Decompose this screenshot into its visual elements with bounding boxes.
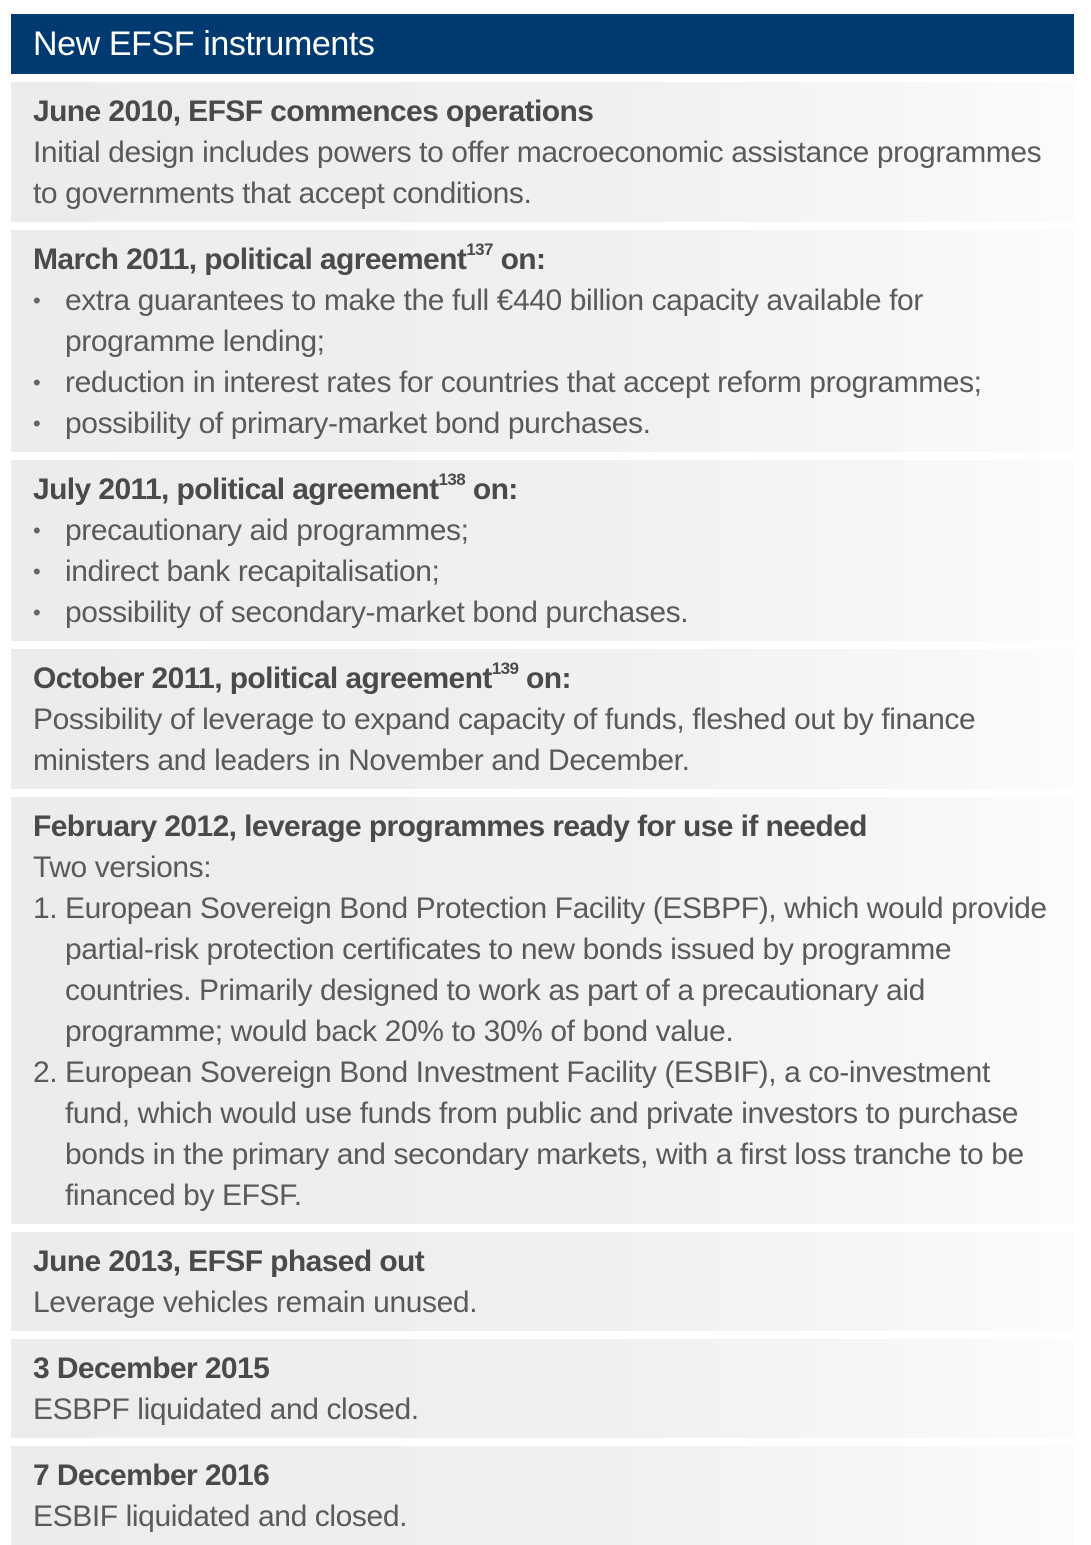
- section-march-2011: [11, 230, 1074, 452]
- section-october-2011: [11, 649, 1074, 789]
- bullet-item: • precautionary aid programmes;: [33, 510, 1052, 551]
- bullet-list: [33, 510, 1052, 633]
- efsf-instruments-box: [11, 14, 1074, 1545]
- section-title-text: July 2011, political agreement: [33, 473, 439, 506]
- section-body: Leverage vehicles remain unused.: [33, 1286, 478, 1319]
- bullet-item: • extra guarantees to make the full €440 billion capacity available for programme lending;: [33, 280, 1052, 362]
- section-june-2013: [11, 1232, 1074, 1331]
- box-header: [11, 14, 1074, 74]
- section-title-suffix: on:: [492, 243, 546, 276]
- section-title-suffix: on:: [518, 662, 571, 695]
- bullet-list: [33, 280, 1052, 444]
- section-december-2015: [11, 1339, 1074, 1438]
- section-title: [33, 658, 1052, 699]
- footnote-ref: 137: [466, 240, 493, 259]
- bullet-item: • possibility of secondary-market bond purchases.: [33, 592, 1052, 633]
- section-body: Initial design includes powers to offer macroeconomic assistance programmes to governments that accept conditions.: [33, 136, 1042, 210]
- footnote-ref: 139: [491, 659, 519, 678]
- bullet-item: • possibility of primary-market bond purchases.: [33, 403, 1052, 444]
- numbered-item: European Sovereign Bond Investment Facility (ESBIF), a co-investment fund, which would use funds from public and private investors to purchase bonds in the primary and secondary markets, with a first loss tranche to be financed by EFSF.: [65, 1056, 1024, 1212]
- section-title-suffix: on:: [465, 473, 518, 506]
- bullet-item: • indirect bank recapitalisation;: [33, 551, 1052, 592]
- section-title: June 2013, EFSF phased out: [33, 1245, 425, 1278]
- section-title: 7 December 2016: [33, 1459, 270, 1492]
- section-february-2012: [11, 797, 1074, 1224]
- section-body: Two versions:: [33, 851, 212, 884]
- box-title: New EFSF instruments: [33, 25, 375, 63]
- numbered-item: European Sovereign Bond Protection Facility (ESBPF), which would provide partial-risk protection certificates to new bonds issued by programme countries. Primarily designed to work as part of a precautionary aid programme; would back 20% to 30% of bond value.: [65, 892, 1047, 1048]
- section-title-text: October 2011, political agreement: [33, 662, 492, 695]
- section-body: ESBIF liquidated and closed.: [33, 1500, 408, 1533]
- section-title: June 2010, EFSF commences operations: [33, 95, 594, 128]
- section-june-2010: [11, 82, 1074, 222]
- footnote-ref: 138: [438, 470, 466, 489]
- section-december-2016: [11, 1446, 1074, 1545]
- section-title: [33, 239, 1052, 280]
- section-july-2011: [11, 460, 1074, 641]
- section-title: [33, 469, 1052, 510]
- section-title-text: March 2011, political agreement: [33, 243, 467, 276]
- bullet-item: • reduction in interest rates for countries that accept reform programmes;: [33, 362, 1052, 403]
- section-body: ESBPF liquidated and closed.: [33, 1393, 419, 1426]
- section-title: February 2012, leverage programmes ready for use if needed: [33, 810, 867, 843]
- numbered-list: [33, 888, 1052, 1216]
- section-title: 3 December 2015: [33, 1352, 270, 1385]
- section-body: Possibility of leverage to expand capacity of funds, fleshed out by finance ministers and leaders in November and December.: [33, 703, 976, 777]
